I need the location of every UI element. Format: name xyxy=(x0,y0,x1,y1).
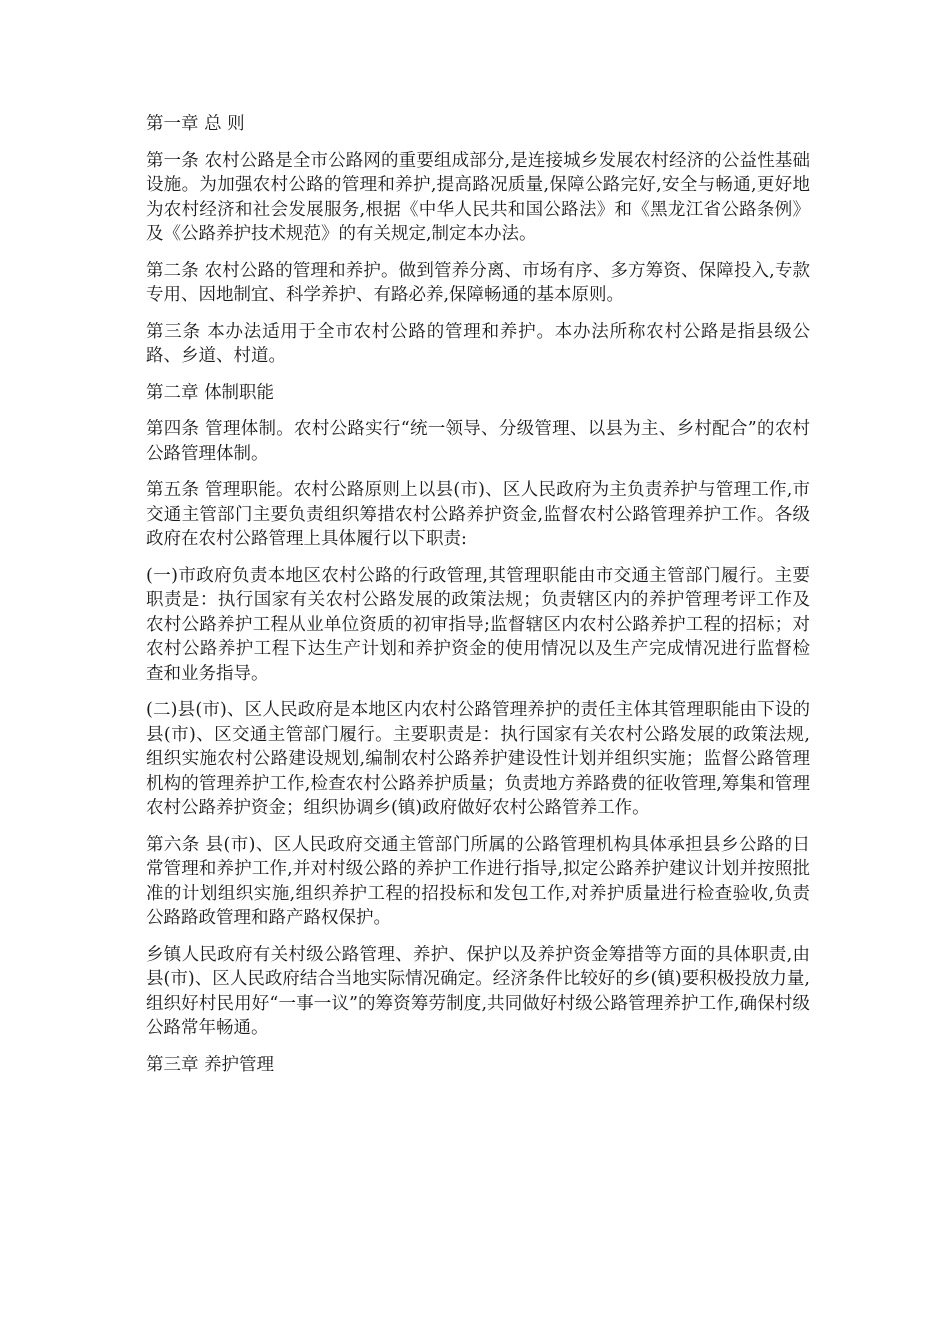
article-6-paragraph-2: 乡镇人民政府有关村级公路管理、养护、保护以及养护资金筹措等方面的具体职责,由县(市)、区人民政府结合当地实际情况确定。经济条件比较好的乡(镇)要积极投放力量,组织好村民用好“一事一议”的筹资筹劳制度,共同做好村级公路管理养护工作,确保村级公路常年畅通。 xyxy=(146,944,810,1038)
article-1: 第一条 农村公路是全市公路网的重要组成部分,是连接城乡发展农村经济的公益性基础设施。为加强农村公路的管理和养护,提高路况质量,保障公路完好,安全与畅通,更好地为农村经济和社会发展服务,根据《中华人民共和国公路法》和《黑龙江省公路条例》及《公路养护技术规范》的有关规定,制定本办法。 xyxy=(146,150,810,244)
document-body xyxy=(146,112,810,1089)
article-3: 第三条 本办法适用于全市农村公路的管理和养护。本办法所称农村公路是指县级公路、乡道、村道。 xyxy=(146,321,810,366)
chapter-1-heading: 第一章 总 则 xyxy=(146,114,245,134)
article-6: 第六条 县(市)、区人民政府交通主管部门所属的公路管理机构具体承担县乡公路的日常管理和养护工作,并对村级公路的养护工作进行指导,拟定公路养护建议计划并按照批准的计划组织实施,组织养护工程的招投标和发包工作,对养护质量进行检查验收,负责公路路政管理和路产路权保护。 xyxy=(146,834,810,928)
article-5: 第五条 管理职能。农村公路原则上以县(市)、区人民政府为主负责养护与管理工作,市交通主管部门主要负责组织筹措农村公路养护资金,监督农村公路管理养护工作。各级政府在农村公路管理上具体履行以下职责: xyxy=(146,480,810,549)
article-5-item-2: (二)县(市)、区人民政府是本地区内农村公路管理养护的责任主体其管理职能由下设的县(市)、区交通主管部门履行。主要职责是：执行国家有关农村公路发展的政策法规,组织实施农村公路建设规划,编制农村公路养护建设性计划并组织实施；监督公路管理机构的管理养护工作,检查农村公路养护质量；负责地方养路费的征收管理,筹集和管理农村公路养护资金；组织协调乡(镇)政府做好农村公路管养工作。 xyxy=(146,700,810,818)
article-2: 第二条 农村公路的管理和养护。做到管养分离、市场有序、多方筹资、保障投入,专款专用、因地制宜、科学养护、有路必养,保障畅通的基本原则。 xyxy=(146,260,810,305)
article-5-item-1: (一)市政府负责本地区农村公路的行政管理,其管理职能由市交通主管部门履行。主要职责是：执行国家有关农村公路发展的政策法规；负责辖区内的养护管理考评工作及农村公路养护工程从业单位资质的初审指导;监督辖区内农村公路养护工程的招标；对农村公路养护工程下达生产计划和养护资金的使用情况以及生产完成情况进行监督检查和业务指导。 xyxy=(146,565,810,684)
chapter-3-heading: 第三章 养护管理 xyxy=(146,1054,275,1075)
chapter-2-heading: 第二章 体制职能 xyxy=(146,382,275,403)
article-4: 第四条 管理体制。农村公路实行“统一领导、分级管理、以县为主、乡村配合”的农村公路管理体制。 xyxy=(146,419,810,464)
